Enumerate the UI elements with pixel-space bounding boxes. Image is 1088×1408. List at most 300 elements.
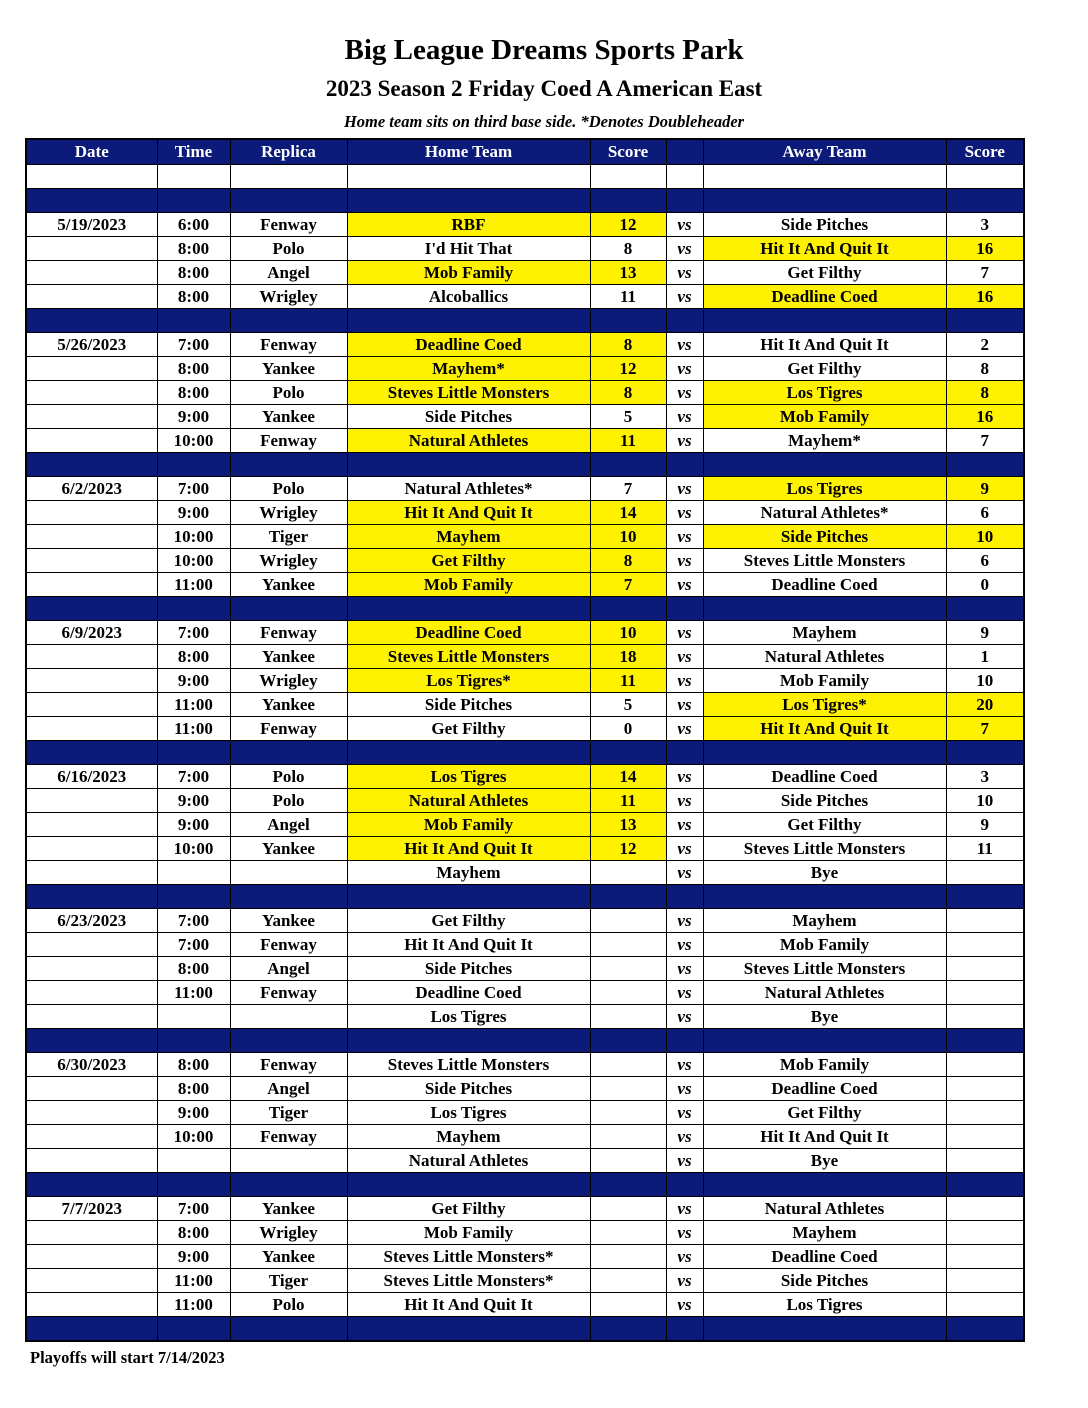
blank-cell [703, 165, 946, 189]
table-row [26, 1221, 1024, 1245]
date-cell [26, 837, 157, 861]
blank-cell [666, 165, 703, 189]
replica-cell [230, 1005, 347, 1029]
date-cell [26, 573, 157, 597]
home-team-cell: Deadline Coed [347, 621, 590, 645]
table-row [26, 717, 1024, 741]
date-cell [26, 381, 157, 405]
replica-cell: Polo [230, 789, 347, 813]
home-team-cell: Get Filthy [347, 549, 590, 573]
vs-label: vs [666, 333, 703, 357]
away-score-cell: 20 [946, 693, 1024, 717]
date-cell [26, 693, 157, 717]
home-score-cell: 5 [590, 693, 666, 717]
separator-cell [26, 1317, 157, 1342]
table-row [26, 957, 1024, 981]
vs-label: vs [666, 909, 703, 933]
date-cell [26, 717, 157, 741]
separator-cell [26, 597, 157, 621]
home-team-cell: Deadline Coed [347, 981, 590, 1005]
home-team-cell: Steves Little Monsters [347, 1053, 590, 1077]
away-score-cell: 9 [946, 813, 1024, 837]
away-team-cell: Mob Family [703, 1053, 946, 1077]
home-team-cell: Los Tigres [347, 765, 590, 789]
time-cell: 7:00 [157, 909, 230, 933]
replica-cell: Angel [230, 261, 347, 285]
replica-cell: Angel [230, 813, 347, 837]
column-header-time: Time [157, 139, 230, 165]
home-team-cell: Steves Little Monsters [347, 645, 590, 669]
away-score-cell: 7 [946, 261, 1024, 285]
time-cell [157, 1005, 230, 1029]
separator-cell [347, 189, 590, 213]
home-team-cell: Hit It And Quit It [347, 933, 590, 957]
replica-cell: Wrigley [230, 1221, 347, 1245]
date-cell: 6/23/2023 [26, 909, 157, 933]
home-team-cell: Natural Athletes [347, 789, 590, 813]
time-cell: 11:00 [157, 1293, 230, 1317]
date-cell [26, 405, 157, 429]
home-team-cell: Mayhem* [347, 357, 590, 381]
home-score-cell [590, 1005, 666, 1029]
separator-cell [26, 189, 157, 213]
replica-cell: Fenway [230, 213, 347, 237]
vs-label: vs [666, 1005, 703, 1029]
away-score-cell: 10 [946, 789, 1024, 813]
table-row [26, 669, 1024, 693]
away-team-cell: Natural Athletes* [703, 501, 946, 525]
home-team-cell: Mayhem [347, 1125, 590, 1149]
table-row [26, 1245, 1024, 1269]
separator-cell [230, 1173, 347, 1197]
table-row [26, 1053, 1024, 1077]
away-score-cell: 16 [946, 405, 1024, 429]
time-cell: 8:00 [157, 1077, 230, 1101]
date-cell [26, 813, 157, 837]
time-cell: 9:00 [157, 405, 230, 429]
away-team-cell: Natural Athletes [703, 1197, 946, 1221]
vs-label: vs [666, 981, 703, 1005]
column-header-replica: Replica [230, 139, 347, 165]
replica-cell: Tiger [230, 1269, 347, 1293]
separator-cell [157, 741, 230, 765]
home-team-cell: Mob Family [347, 813, 590, 837]
table-row [26, 1125, 1024, 1149]
replica-cell [230, 861, 347, 885]
home-score-cell: 11 [590, 789, 666, 813]
date-cell: 6/30/2023 [26, 1053, 157, 1077]
time-cell [157, 861, 230, 885]
away-team-cell: Mob Family [703, 669, 946, 693]
home-score-cell [590, 909, 666, 933]
home-score-cell [590, 1221, 666, 1245]
separator-cell [157, 1173, 230, 1197]
away-team-cell: Get Filthy [703, 357, 946, 381]
away-team-cell: Deadline Coed [703, 573, 946, 597]
separator-cell [347, 1173, 590, 1197]
column-header-home-score: Score [590, 139, 666, 165]
vs-label: vs [666, 237, 703, 261]
separator-cell [666, 453, 703, 477]
blank-cell [230, 165, 347, 189]
vs-label: vs [666, 429, 703, 453]
column-header-away-score: Score [946, 139, 1024, 165]
separator-cell [703, 189, 946, 213]
vs-label: vs [666, 1197, 703, 1221]
vs-label: vs [666, 213, 703, 237]
home-score-cell [590, 1101, 666, 1125]
date-cell [26, 1101, 157, 1125]
away-score-cell: 7 [946, 717, 1024, 741]
away-score-cell [946, 1053, 1024, 1077]
separator-cell [347, 309, 590, 333]
table-row [26, 645, 1024, 669]
away-team-cell: Deadline Coed [703, 765, 946, 789]
separator-cell [946, 309, 1024, 333]
away-team-cell: Steves Little Monsters [703, 837, 946, 861]
vs-label: vs [666, 837, 703, 861]
vs-label: vs [666, 549, 703, 573]
separator-cell [703, 309, 946, 333]
separator-cell [230, 1317, 347, 1342]
date-cell [26, 861, 157, 885]
blank-cell [590, 165, 666, 189]
week-separator-row [26, 741, 1024, 765]
date-cell: 6/9/2023 [26, 621, 157, 645]
separator-cell [666, 309, 703, 333]
away-score-cell: 16 [946, 237, 1024, 261]
home-score-cell [590, 933, 666, 957]
week-separator-row [26, 309, 1024, 333]
time-cell: 8:00 [157, 645, 230, 669]
home-score-cell: 14 [590, 501, 666, 525]
vs-label: vs [666, 405, 703, 429]
away-score-cell: 16 [946, 285, 1024, 309]
separator-cell [703, 1173, 946, 1197]
vs-label: vs [666, 501, 703, 525]
home-team-cell: RBF [347, 213, 590, 237]
vs-label: vs [666, 381, 703, 405]
replica-cell: Polo [230, 237, 347, 261]
time-cell: 9:00 [157, 501, 230, 525]
home-team-cell: Steves Little Monsters [347, 381, 590, 405]
away-score-cell [946, 861, 1024, 885]
vs-label: vs [666, 1125, 703, 1149]
away-team-cell: Bye [703, 1005, 946, 1029]
home-score-cell [590, 981, 666, 1005]
separator-cell [703, 1029, 946, 1053]
away-team-cell: Deadline Coed [703, 285, 946, 309]
away-score-cell [946, 1221, 1024, 1245]
away-score-cell [946, 1293, 1024, 1317]
home-team-cell: Get Filthy [347, 909, 590, 933]
away-team-cell: Bye [703, 861, 946, 885]
week-separator-row [26, 1317, 1024, 1342]
vs-label: vs [666, 1269, 703, 1293]
home-team-cell: Side Pitches [347, 405, 590, 429]
vs-label: vs [666, 813, 703, 837]
away-team-cell: Side Pitches [703, 525, 946, 549]
home-team-cell: Mayhem [347, 861, 590, 885]
away-score-cell: 10 [946, 525, 1024, 549]
schedule-body [26, 165, 1024, 1342]
separator-cell [666, 1173, 703, 1197]
away-score-cell: 6 [946, 501, 1024, 525]
separator-cell [157, 885, 230, 909]
table-row [26, 813, 1024, 837]
home-team-cell: Mayhem [347, 525, 590, 549]
away-team-cell: Side Pitches [703, 1269, 946, 1293]
table-row [26, 1077, 1024, 1101]
week-separator-row [26, 189, 1024, 213]
table-row [26, 213, 1024, 237]
vs-label: vs [666, 525, 703, 549]
separator-cell [347, 741, 590, 765]
time-cell: 8:00 [157, 1221, 230, 1245]
separator-cell [347, 453, 590, 477]
separator-cell [590, 1029, 666, 1053]
blank-cell [946, 165, 1024, 189]
date-cell: 6/2/2023 [26, 477, 157, 501]
week-separator-row [26, 1173, 1024, 1197]
separator-cell [703, 597, 946, 621]
home-score-cell [590, 1269, 666, 1293]
vs-label: vs [666, 573, 703, 597]
home-score-cell: 13 [590, 261, 666, 285]
separator-cell [666, 1029, 703, 1053]
home-team-cell: Los Tigres* [347, 669, 590, 693]
date-cell [26, 933, 157, 957]
away-team-cell: Bye [703, 1149, 946, 1173]
date-cell [26, 261, 157, 285]
separator-cell [230, 597, 347, 621]
blank-cell [157, 165, 230, 189]
home-team-cell: Deadline Coed [347, 333, 590, 357]
table-row [26, 429, 1024, 453]
replica-cell: Polo [230, 381, 347, 405]
time-cell: 9:00 [157, 813, 230, 837]
home-score-cell: 12 [590, 213, 666, 237]
away-team-cell: Los Tigres [703, 1293, 946, 1317]
table-row [26, 381, 1024, 405]
date-cell [26, 501, 157, 525]
table-row [26, 1101, 1024, 1125]
separator-cell [590, 597, 666, 621]
replica-cell: Yankee [230, 405, 347, 429]
away-team-cell: Deadline Coed [703, 1245, 946, 1269]
away-team-cell: Natural Athletes [703, 981, 946, 1005]
separator-cell [26, 885, 157, 909]
separator-cell [230, 453, 347, 477]
away-team-cell: Mayhem [703, 621, 946, 645]
away-team-cell: Mayhem* [703, 429, 946, 453]
home-team-cell: Mob Family [347, 1221, 590, 1245]
separator-cell [946, 597, 1024, 621]
away-score-cell: 2 [946, 333, 1024, 357]
replica-cell: Tiger [230, 525, 347, 549]
time-cell: 11:00 [157, 1269, 230, 1293]
separator-cell [230, 309, 347, 333]
replica-cell: Polo [230, 477, 347, 501]
away-team-cell: Mayhem [703, 1221, 946, 1245]
replica-cell: Wrigley [230, 549, 347, 573]
away-team-cell: Get Filthy [703, 261, 946, 285]
time-cell: 10:00 [157, 525, 230, 549]
time-cell: 11:00 [157, 573, 230, 597]
away-score-cell [946, 1077, 1024, 1101]
home-team-cell: Steves Little Monsters* [347, 1245, 590, 1269]
away-score-cell: 1 [946, 645, 1024, 669]
home-score-cell: 10 [590, 621, 666, 645]
replica-cell: Fenway [230, 333, 347, 357]
separator-cell [590, 885, 666, 909]
away-score-cell: 3 [946, 213, 1024, 237]
away-team-cell: Get Filthy [703, 813, 946, 837]
home-score-cell: 12 [590, 357, 666, 381]
date-cell [26, 789, 157, 813]
table-row [26, 1197, 1024, 1221]
vs-label: vs [666, 861, 703, 885]
vs-label: vs [666, 1101, 703, 1125]
separator-cell [26, 453, 157, 477]
time-cell [157, 1149, 230, 1173]
time-cell: 7:00 [157, 933, 230, 957]
table-row [26, 693, 1024, 717]
replica-cell: Fenway [230, 981, 347, 1005]
time-cell: 8:00 [157, 285, 230, 309]
away-score-cell [946, 1269, 1024, 1293]
date-cell: 7/7/2023 [26, 1197, 157, 1221]
vs-label: vs [666, 789, 703, 813]
separator-cell [703, 741, 946, 765]
away-team-cell: Natural Athletes [703, 645, 946, 669]
table-row [26, 909, 1024, 933]
blank-cell [26, 165, 157, 189]
table-row [26, 573, 1024, 597]
separator-cell [26, 1173, 157, 1197]
separator-cell [26, 1029, 157, 1053]
blank-cell [347, 165, 590, 189]
separator-cell [230, 189, 347, 213]
table-row [26, 933, 1024, 957]
away-team-cell: Mob Family [703, 933, 946, 957]
home-score-cell [590, 1053, 666, 1077]
time-cell: 9:00 [157, 1101, 230, 1125]
replica-cell: Yankee [230, 357, 347, 381]
away-team-cell: Steves Little Monsters [703, 957, 946, 981]
home-team-cell: I'd Hit That [347, 237, 590, 261]
home-score-cell: 11 [590, 429, 666, 453]
date-cell [26, 237, 157, 261]
date-cell [26, 981, 157, 1005]
date-cell [26, 1125, 157, 1149]
replica-cell: Fenway [230, 1053, 347, 1077]
away-score-cell: 3 [946, 765, 1024, 789]
home-score-cell: 10 [590, 525, 666, 549]
home-team-cell: Side Pitches [347, 1077, 590, 1101]
time-cell: 9:00 [157, 789, 230, 813]
vs-label: vs [666, 717, 703, 741]
separator-cell [590, 1173, 666, 1197]
date-cell [26, 285, 157, 309]
table-row [26, 285, 1024, 309]
date-cell [26, 669, 157, 693]
vs-label: vs [666, 669, 703, 693]
separator-cell [666, 189, 703, 213]
week-separator-row [26, 597, 1024, 621]
separator-cell [946, 1029, 1024, 1053]
separator-cell [703, 453, 946, 477]
vs-label: vs [666, 357, 703, 381]
home-team-cell: Los Tigres [347, 1005, 590, 1029]
away-team-cell: Steves Little Monsters [703, 549, 946, 573]
table-row [26, 357, 1024, 381]
time-cell: 6:00 [157, 213, 230, 237]
time-cell: 8:00 [157, 357, 230, 381]
home-team-cell: Natural Athletes [347, 429, 590, 453]
replica-cell: Polo [230, 1293, 347, 1317]
table-row [26, 981, 1024, 1005]
vs-label: vs [666, 1221, 703, 1245]
time-cell: 11:00 [157, 981, 230, 1005]
away-score-cell: 11 [946, 837, 1024, 861]
replica-cell: Yankee [230, 573, 347, 597]
replica-cell: Yankee [230, 837, 347, 861]
away-score-cell [946, 1197, 1024, 1221]
separator-cell [590, 1317, 666, 1342]
away-score-cell [946, 1245, 1024, 1269]
date-cell [26, 1149, 157, 1173]
replica-cell: Polo [230, 765, 347, 789]
date-cell [26, 429, 157, 453]
home-score-cell [590, 957, 666, 981]
away-team-cell: Side Pitches [703, 213, 946, 237]
separator-cell [666, 597, 703, 621]
time-cell: 8:00 [157, 237, 230, 261]
vs-label: vs [666, 957, 703, 981]
time-cell: 10:00 [157, 1125, 230, 1149]
time-cell: 7:00 [157, 1197, 230, 1221]
away-score-cell: 6 [946, 549, 1024, 573]
vs-label: vs [666, 933, 703, 957]
column-header-vs [666, 139, 703, 165]
time-cell: 11:00 [157, 693, 230, 717]
separator-cell [157, 189, 230, 213]
separator-cell [157, 597, 230, 621]
separator-cell [666, 741, 703, 765]
table-row [26, 837, 1024, 861]
page-subtitle: 2023 Season 2 Friday Coed A American East [325, 76, 763, 101]
date-cell: 6/16/2023 [26, 765, 157, 789]
vs-label: vs [666, 1077, 703, 1101]
away-score-cell: 8 [946, 357, 1024, 381]
home-score-cell [590, 1245, 666, 1269]
replica-cell: Fenway [230, 717, 347, 741]
away-score-cell: 8 [946, 381, 1024, 405]
table-row [26, 1149, 1024, 1173]
column-header-home-team: Home Team [347, 139, 590, 165]
home-score-cell [590, 1125, 666, 1149]
separator-cell [26, 741, 157, 765]
home-score-cell: 8 [590, 333, 666, 357]
separator-cell [666, 885, 703, 909]
away-team-cell: Los Tigres [703, 477, 946, 501]
vs-label: vs [666, 261, 703, 285]
home-score-cell [590, 1149, 666, 1173]
date-cell [26, 1005, 157, 1029]
replica-cell: Fenway [230, 621, 347, 645]
replica-cell: Yankee [230, 645, 347, 669]
